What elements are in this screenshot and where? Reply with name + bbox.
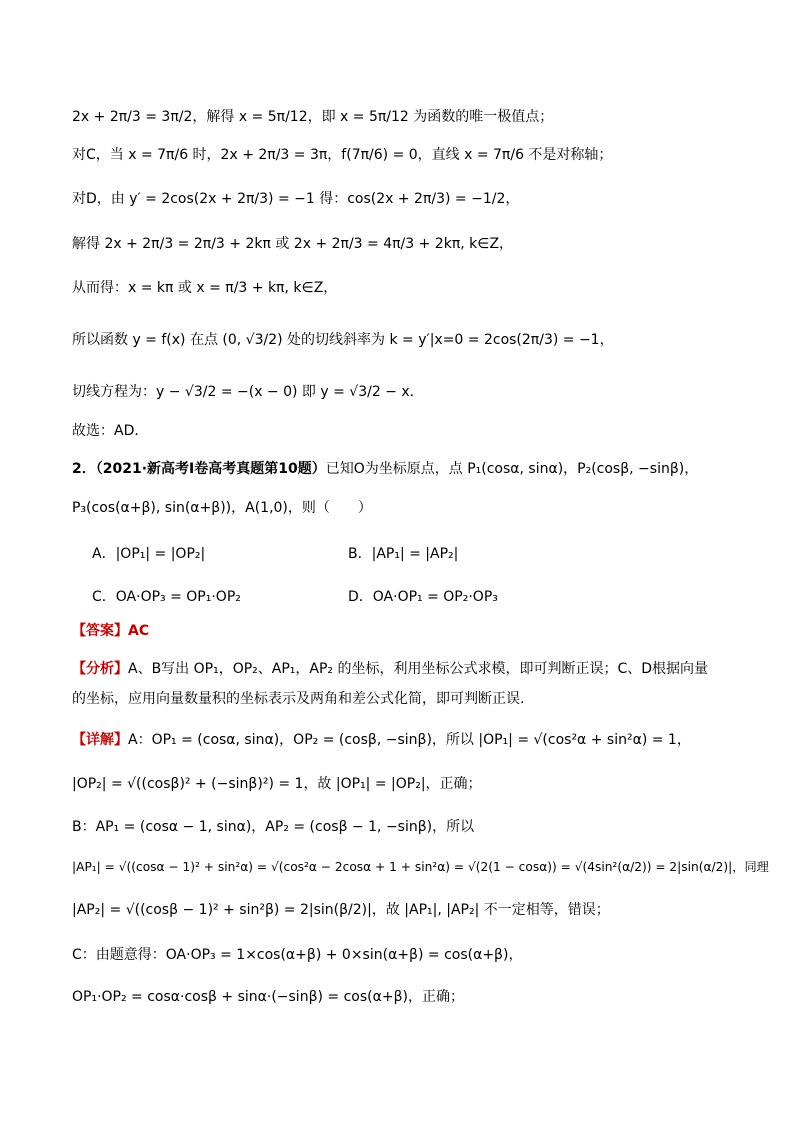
solution-line-8: 故选：AD． xyxy=(72,423,149,439)
detail-label: 【详解】 xyxy=(72,732,128,748)
detail-b-line-1: B：AP₁ = (cosα − 1, sinα)，AP₂ = (cosβ − 1, −sinβ)，所以 xyxy=(72,819,475,835)
analysis-text: A、B写出 OP₁，OP₂、AP₁，AP₂ 的坐标，利用坐标公式求模，即可判断正误；C、D根据向量的坐标，应用向量数量积的坐标表示及两角和差公式化简，即可判断正误. xyxy=(72,661,709,707)
question-source: （2021·新高考Ⅰ卷高考真题第10题） xyxy=(95,461,326,477)
analysis-label: 【分析】 xyxy=(72,661,128,677)
answer-value: AC xyxy=(128,623,150,639)
question-header xyxy=(72,462,698,476)
solution-line-7: 切线方程为：y − √3/2 = −(x − 0) 即 y = √3/2 − x． xyxy=(72,384,424,400)
detail-a-text-1: A：OP₁ = (cosα, sinα)，OP₂ = (cosβ, −sinβ)，所以 |OP₁| = √(cos²α + sin²α) = 1， xyxy=(128,732,691,748)
detail-a-line-1 xyxy=(72,733,691,747)
question-stem-2: P₃(cos(α+β), sin(α+β))，A(1,0)，则（ ） xyxy=(72,500,372,516)
detail-b-line-3: |AP₂| = √((cosβ − 1)² + sin²β) = 2|sin(β/2)|，故 |AP₁|, |AP₂| 不一定相等，错误； xyxy=(72,902,610,918)
solution-line-6: 所以函数 y = f(x) 在点 (0, √3/2) 处的切线斜率为 k = y′|x=0 = 2cos(2π/3) = −1， xyxy=(72,332,614,348)
option-d: D．OA·OP₁ = OP₂·OP₃ xyxy=(348,589,498,605)
option-c: C．OA·OP₃ = OP₁·OP₂ xyxy=(92,589,241,605)
solution-line-5: 从而得：x = kπ 或 x = π/3 + kπ, k∈Z， xyxy=(72,280,338,296)
detail-b-line-2: |AP₁| = √((cosα − 1)² + sin²α) = √(cos²α − 2cosα + 1 + sin²α) = √(2(1 − cosα)) = √(4sin²(α/2)) = 2|sin(α/2)|，同理 xyxy=(72,860,769,874)
solution-line-1: 2x + 2π/3 = 3π/2，解得 x = 5π/12，即 x = 5π/12 为函数的唯一极值点； xyxy=(72,109,554,125)
detail-a-line-2: |OP₂| = √((cosβ)² + (−sinβ)²) = 1，故 |OP₁| = |OP₂|，正确； xyxy=(72,776,482,792)
answer-label: 【答案】 xyxy=(72,623,128,639)
answer-line xyxy=(72,624,149,638)
option-a: A．|OP₁| = |OP₂| xyxy=(92,546,206,562)
analysis-paragraph xyxy=(72,654,722,714)
solution-line-2: 对C，当 x = 7π/6 时，2x + 2π/3 = 3π，f(7π/6) = 0，直线 x = 7π/6 不是对称轴； xyxy=(72,147,613,163)
option-b: B．|AP₁| = |AP₂| xyxy=(348,546,459,562)
solution-line-4: 解得 2x + 2π/3 = 2π/3 + 2kπ 或 2x + 2π/3 = 4π/3 + 2kπ, k∈Z， xyxy=(72,236,514,252)
detail-c-line-2: OP₁·OP₂ = cosα·cosβ + sinα·(−sinβ) = cos(α+β)，正确； xyxy=(72,989,464,1005)
question-number: 2． xyxy=(72,461,96,477)
question-stem-1: 已知O为坐标原点，点 P₁(cosα, sinα)，P₂(cosβ, −sinβ)， xyxy=(325,461,699,477)
solution-line-3: 对D，由 y′ = 2cos(2x + 2π/3) = −1 得：cos(2x + 2π/3) = −1/2， xyxy=(72,191,520,207)
detail-c-line-1: C：由题意得：OA·OP₃ = 1×cos(α+β) + 0×sin(α+β) = cos(α+β)， xyxy=(72,947,523,963)
